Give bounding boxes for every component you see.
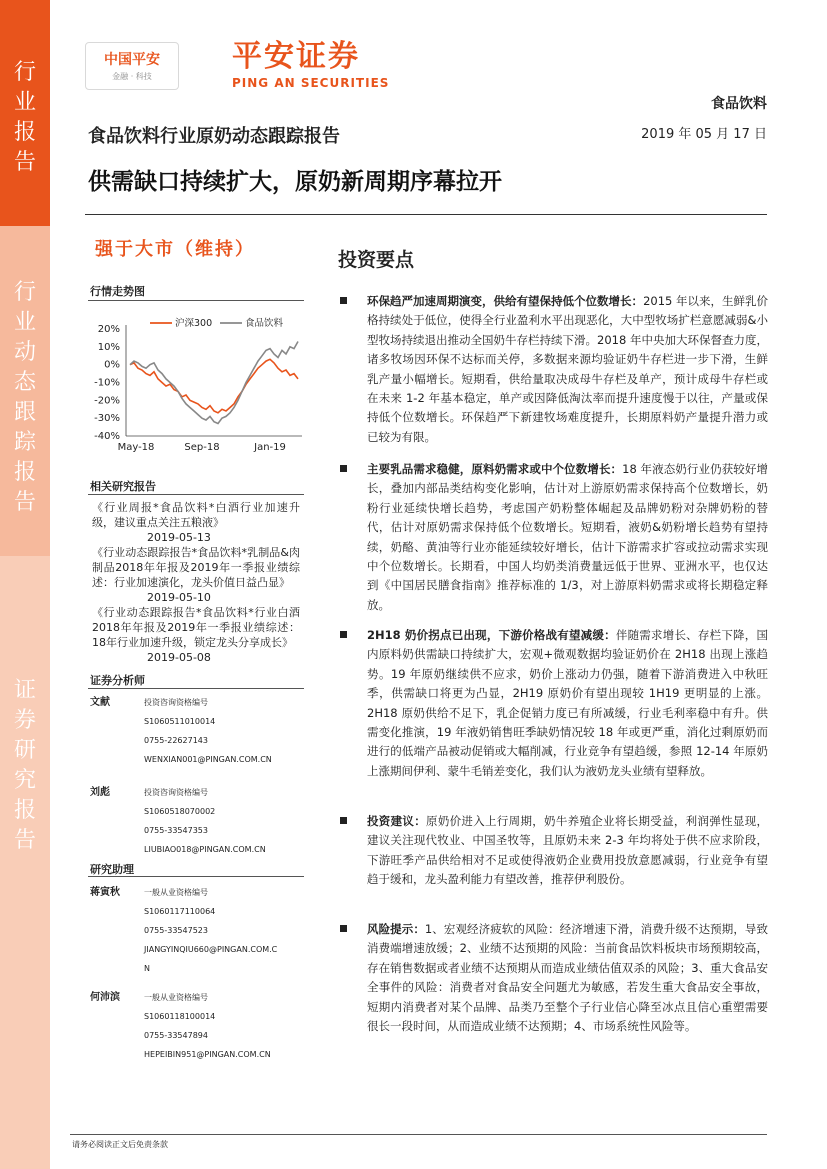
sidebar-char: 跟 bbox=[13, 400, 36, 425]
related-report-date: 2019-05-10 bbox=[147, 591, 211, 604]
securities-logo-cn: 平安证券 bbox=[232, 39, 360, 74]
sidebar-label-dynamic-tracking bbox=[0, 278, 50, 518]
sidebar-char: 动 bbox=[13, 340, 36, 365]
sidebar-char: 业 bbox=[13, 310, 36, 335]
y-tick-label: -40% bbox=[94, 431, 120, 442]
sidebar-label-securities-research bbox=[0, 676, 50, 856]
y-tick-label: 20% bbox=[97, 324, 120, 335]
header-divider bbox=[85, 214, 767, 215]
ping-an-logo-sub: 金融 · 科技 bbox=[112, 72, 152, 81]
series-line-hs300 bbox=[130, 359, 298, 413]
bullet-body: 18 年液态奶行业仍获较好增长，叠加内部品类结构变化影响，估计对上游原奶需求保持高个位数增长，奶粉行业延续快增长趋势，考虑国产奶粉整体崛起及品牌奶粉对杂牌奶粉的替代，估计对原奶需求保持低个位数增长。短期看，液奶&奶粉增长趋势有望持续，奶酪、黄油等行业亦能延续较好增长，估计下游需求扩容或拉动需求实现中个位数增长。长期看，中国人均奶类消费量远低于世界、亚洲水平，也仅达到《中国居民膳食指南》推荐标准的 1/3，对上游原料奶需求或将长期稳定释放。 bbox=[367, 462, 768, 612]
analyst-name: 刘彪 bbox=[90, 787, 110, 798]
analyst-email[interactable]: WENXIAN001@PINGAN.COM.CN bbox=[144, 755, 272, 764]
bullet-body: 2015 年以来，生鲜乳价格持续处于低位，使得全行业盈利水平出现恶化，大中型牧场扩栏意愿减弱&小型牧场持续退出推动全国奶牛存栏持续下滑。2018 年中央加大环保督查力度，诸多牧场因环保不达标而关停，多数据来源均验证奶牛存栏进一步下滑，生鲜乳产量小幅增长。短期看，供给量取决成母牛存栏及单产，预计成母牛存栏或在未来 1-2 年基本稳定，单产或因降低淘汰率而提升速度慢于以往，产量或保持低个位数增长。环保趋严下新建牧场难度提升，长期原料奶产量提升潜力或已较为有限。 bbox=[367, 294, 769, 444]
related-report-title: 《行业动态跟踪报告*食品饮料*乳制品&肉制品2018年年报及2019年一季报业绩综述：行业加速演化，龙头价值日益凸显》 bbox=[92, 546, 300, 589]
y-tick-label: 0% bbox=[104, 359, 120, 371]
x-tick-label: Jan-19 bbox=[254, 442, 286, 453]
sidebar-char: 告 bbox=[13, 490, 36, 515]
y-tick-label: -20% bbox=[94, 395, 120, 407]
bullet-lead: 环保趋严加速周期演变，供给有望保持低个位数增长： bbox=[367, 294, 644, 308]
trend-heading-divider bbox=[88, 300, 304, 301]
legend-label: 食品饮料 bbox=[245, 318, 284, 329]
sidebar-char: 踪 bbox=[13, 430, 36, 455]
x-tick-label: Sep-18 bbox=[184, 442, 220, 453]
analysts-heading: 证券分析师 bbox=[90, 674, 145, 687]
assistant-phone: 0755-33547894 bbox=[144, 1031, 208, 1040]
analyst-email[interactable]: LIUBIAO018@PINGAN.COM.CN bbox=[144, 845, 266, 854]
report-date: 2019 年 05 月 17 日 bbox=[641, 127, 767, 142]
sidebar-char: 研 bbox=[13, 738, 36, 763]
sidebar-label-industry-report bbox=[0, 58, 50, 178]
assistant-cert-label: 一般从业资格编号 bbox=[144, 888, 208, 897]
footer-disclaimer[interactable]: 请务必阅读正文后免责条款 bbox=[72, 1140, 168, 1149]
sidebar-char: 报 bbox=[13, 120, 36, 145]
highlight-bullet bbox=[340, 460, 768, 615]
related-report-item[interactable] bbox=[92, 605, 300, 665]
assistant-email[interactable]: HEPEIBIN951@PINGAN.COM.CN bbox=[144, 1050, 271, 1059]
highlight-bullet bbox=[340, 626, 768, 781]
bullet-square-icon bbox=[340, 297, 347, 304]
analyst-name: 文献 bbox=[90, 697, 110, 708]
analyst-cert-number: S1060518070002 bbox=[144, 807, 216, 816]
rating-label: 强于大市（维持） bbox=[95, 239, 255, 260]
bullet-square-icon bbox=[340, 817, 347, 824]
highlight-bullet bbox=[340, 920, 768, 1036]
analysts-heading-divider bbox=[88, 688, 304, 689]
related-heading-divider bbox=[88, 494, 304, 495]
analyst-phone: 0755-33547353 bbox=[144, 826, 208, 835]
ping-an-logo bbox=[85, 42, 179, 90]
x-tick-label: May-18 bbox=[117, 442, 155, 453]
report-title: 供需缺口持续扩大，原奶新周期序幕拉开 bbox=[88, 169, 502, 195]
y-tick-label: -10% bbox=[94, 377, 120, 389]
related-report-date: 2019-05-13 bbox=[147, 531, 211, 544]
bullet-lead: 2H18 奶价拐点已出现，下游价格战有望减缓： bbox=[367, 628, 616, 642]
related-report-date: 2019-05-08 bbox=[147, 651, 211, 664]
sidebar-block-bottom bbox=[0, 556, 50, 1169]
assistant-name: 蒋寅秋 bbox=[90, 887, 120, 898]
bullet-body: 1、宏观经济疲软的风险：经济增速下滑，消费升级不达预期，导致消费端增速放缓；2、业绩不达预期的风险：当前食品饮料板块市场预期较高，存在销售数据或者业绩不达预期从而造成业绩估值双杀的风险；3、重大食品安全事件的风险：消费者对食品安全问题尤为敏感，若发生重大食品安全事故，短期内消费者对某个品牌、品类乃至整个子行业信心降至冰点且信心重塑需要很长一段时间，从而造成业绩不达预期；4、市场系统性风险等。 bbox=[367, 922, 768, 1034]
assistant-cert-label: 一般从业资格编号 bbox=[144, 993, 208, 1002]
analyst-cert-label: 投资咨询资格编号 bbox=[144, 788, 208, 797]
related-reports-list bbox=[92, 500, 300, 665]
sidebar-char: 行 bbox=[13, 280, 36, 305]
ping-an-logo-text: 中国平安 bbox=[104, 52, 160, 68]
sidebar-char: 告 bbox=[13, 150, 36, 175]
highlight-bullet bbox=[340, 812, 768, 890]
footer-divider bbox=[70, 1134, 767, 1135]
investment-highlights-heading: 投资要点 bbox=[338, 249, 415, 271]
trend-chart bbox=[90, 309, 304, 459]
sidebar-char: 报 bbox=[13, 798, 36, 823]
sidebar-char: 证 bbox=[13, 678, 36, 703]
bullet-lead: 主要乳品需求稳健，原料奶需求或中个位数增长： bbox=[367, 462, 623, 476]
sidebar-char: 券 bbox=[13, 708, 36, 733]
sidebar-char: 报 bbox=[13, 460, 36, 485]
y-tick-label: -30% bbox=[94, 413, 120, 425]
bullet-square-icon bbox=[340, 465, 347, 472]
analyst-cert-label: 投资咨询资格编号 bbox=[144, 698, 208, 707]
related-report-item[interactable] bbox=[92, 545, 300, 605]
ping-an-securities-logo bbox=[232, 40, 389, 90]
related-reports-heading: 相关研究报告 bbox=[90, 480, 156, 493]
assistant-cert-number: S1060118100014 bbox=[144, 1012, 216, 1021]
assistants-heading-divider bbox=[88, 876, 304, 877]
assistant-email-wrap[interactable]: N bbox=[144, 964, 150, 973]
bullet-square-icon bbox=[340, 631, 347, 638]
bullet-lead: 风险提示： bbox=[367, 922, 425, 936]
assistant-cert-number: S1060117110064 bbox=[144, 907, 216, 916]
sidebar-char: 究 bbox=[13, 768, 36, 793]
y-tick-label: 10% bbox=[97, 341, 120, 353]
related-report-title: 《行业周报*食品饮料*白酒行业加速升级，建议重点关注五粮液》 bbox=[92, 501, 300, 529]
bullet-body: 原奶价进入上行周期，奶牛养殖企业将长期受益，利润弹性显现，建议关注现代牧业、中国圣牧等，且原奶未来 2-3 年均将处于供不应求阶段，下游旺季产品供给相对不足或使得液奶企业费用投放意愿减弱，行业竞争有望趋于缓和，龙头盈利能力有望改善，推荐伊利股份。 bbox=[367, 814, 768, 887]
related-report-item[interactable] bbox=[92, 500, 300, 545]
bullet-body: 伴随需求增长、存栏下降，国内原料奶供需缺口持续扩大，宏观+微观数据均验证奶价在 2H18 出现上涨趋势。19 年原奶继续供不应求，奶价上涨动力仍强，随着下游消费进入中秋旺季，供需缺口将更为凸显，2H19 原奶价有望出现较 1H19 更明显的上涨。2H18 原奶供给不足下，乳企促销力度已有所减缓，行业毛利率稳中有升。供需变化推演，19 年液奶销售旺季缺奶情况较 18 年或更严重，消化过剩原奶而进行的低端产品被动促销或大幅削减，行业竞争有望趋缓，参照 12-14 年原奶上涨期间伊利、蒙牛毛销差变化，我们认为液奶龙头业绩有望释放。 bbox=[367, 628, 768, 778]
assistants-heading: 研究助理 bbox=[90, 863, 134, 876]
assistant-email[interactable]: JIANGYINQIU660@PINGAN.COM.C bbox=[144, 945, 278, 954]
sidebar-char: 业 bbox=[13, 90, 36, 115]
assistant-name: 何沛滨 bbox=[90, 992, 120, 1003]
sidebar-char: 告 bbox=[13, 828, 36, 853]
analyst-cert-number: S1060511010014 bbox=[144, 717, 216, 726]
legend-label: 沪深300 bbox=[175, 318, 213, 329]
sidebar-char: 行 bbox=[13, 60, 36, 85]
bullet-lead: 投资建议： bbox=[367, 814, 427, 828]
securities-logo-en: PING AN SECURITIES bbox=[232, 76, 390, 90]
assistant-phone: 0755-33547523 bbox=[144, 926, 208, 935]
trend-heading: 行情走势图 bbox=[90, 285, 145, 298]
highlight-bullet bbox=[340, 292, 768, 447]
related-report-title: 《行业动态跟踪报告*食品饮料*行业白酒2018年年报及2019年一季报业绩综述：18年行业加速升级，锁定龙头分享成长》 bbox=[92, 606, 300, 649]
analyst-phone: 0755-22627143 bbox=[144, 736, 208, 745]
sidebar-char: 态 bbox=[13, 370, 36, 395]
sector-label: 食品饮料 bbox=[711, 96, 767, 112]
report-subtitle: 食品饮料行业原奶动态跟踪报告 bbox=[88, 126, 340, 147]
bullet-square-icon bbox=[340, 925, 347, 932]
